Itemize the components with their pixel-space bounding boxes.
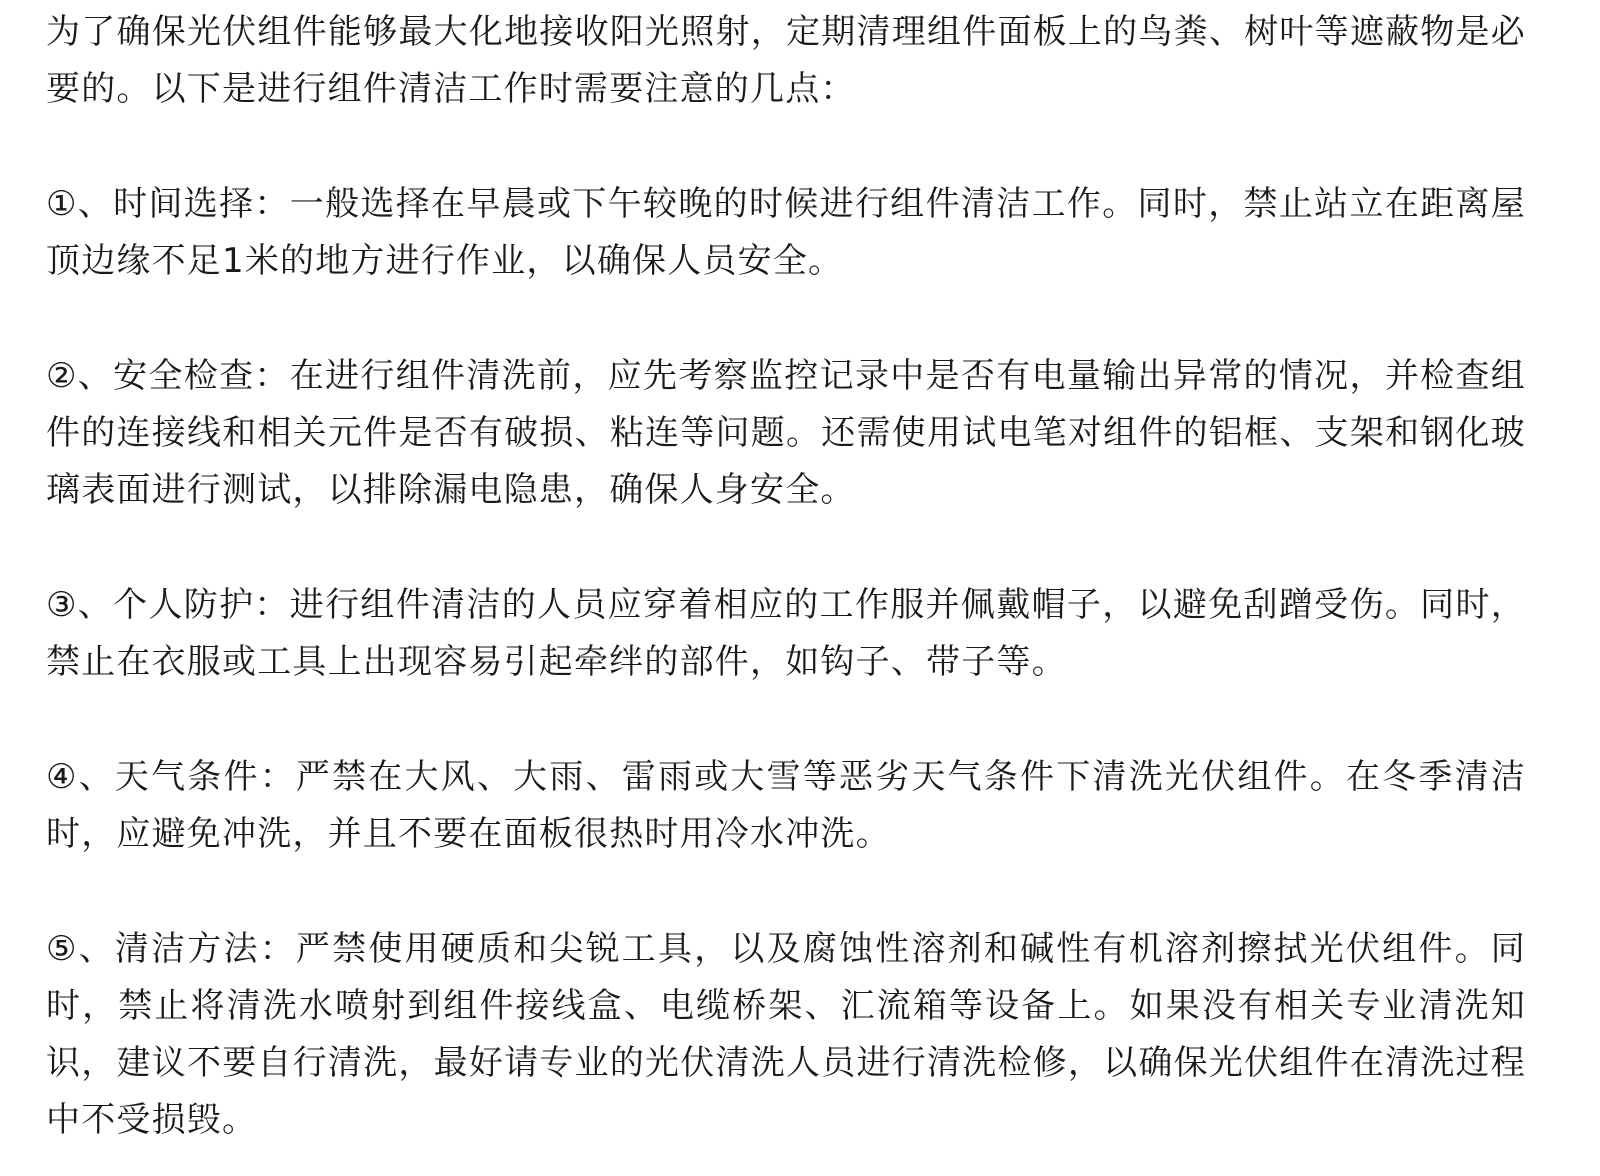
intro-paragraph: 为了确保光伏组件能够最大化地接收阳光照射，定期清理组件面板上的鸟粪、树叶等遮蔽物是必要的。以下是进行组件清洁工作时需要注意的几点：	[46, 12, 1526, 109]
point-1-time-selection: ①、时间选择：一般选择在早晨或下午较晚的时候进行组件清洁工作。同时，禁止站立在距离屋顶边缘不足1米的地方进行作业，以确保人员安全。	[46, 184, 1526, 281]
point-4-weather-conditions: ④、天气条件：严禁在大风、大雨、雷雨或大雪等恶劣天气条件下清洗光伏组件。在冬季清洁时，应避免冲洗，并且不要在面板很热时用冷水冲洗。	[46, 757, 1526, 854]
point-5-cleaning-method: ⑤、清洁方法：严禁使用硬质和尖锐工具，以及腐蚀性溶剂和碱性有机溶剂擦拭光伏组件。同时，禁止将清洗水喷射到组件接线盒、电缆桥架、汇流箱等设备上。如果没有相关专业清洗知识，建议不要自行清洗，最好请专业的光伏清洗人员进行清洗检修，以确保光伏组件在清洗过程中不受损毁。	[46, 929, 1526, 1140]
document-body	[46, 0, 1526, 1149]
point-3-personal-protection: ③、个人防护：进行组件清洁的人员应穿着相应的工作服并佩戴帽子，以避免刮蹭受伤。同时，禁止在衣服或工具上出现容易引起牵绊的部件，如钩子、带子等。	[46, 585, 1526, 682]
point-2-safety-check: ②、安全检查：在进行组件清洗前，应先考察监控记录中是否有电量输出异常的情况，并检查组件的连接线和相关元件是否有破损、粘连等问题。还需使用试电笔对组件的铝框、支架和钢化玻璃表面进行测试，以排除漏电隐患，确保人身安全。	[46, 356, 1526, 510]
